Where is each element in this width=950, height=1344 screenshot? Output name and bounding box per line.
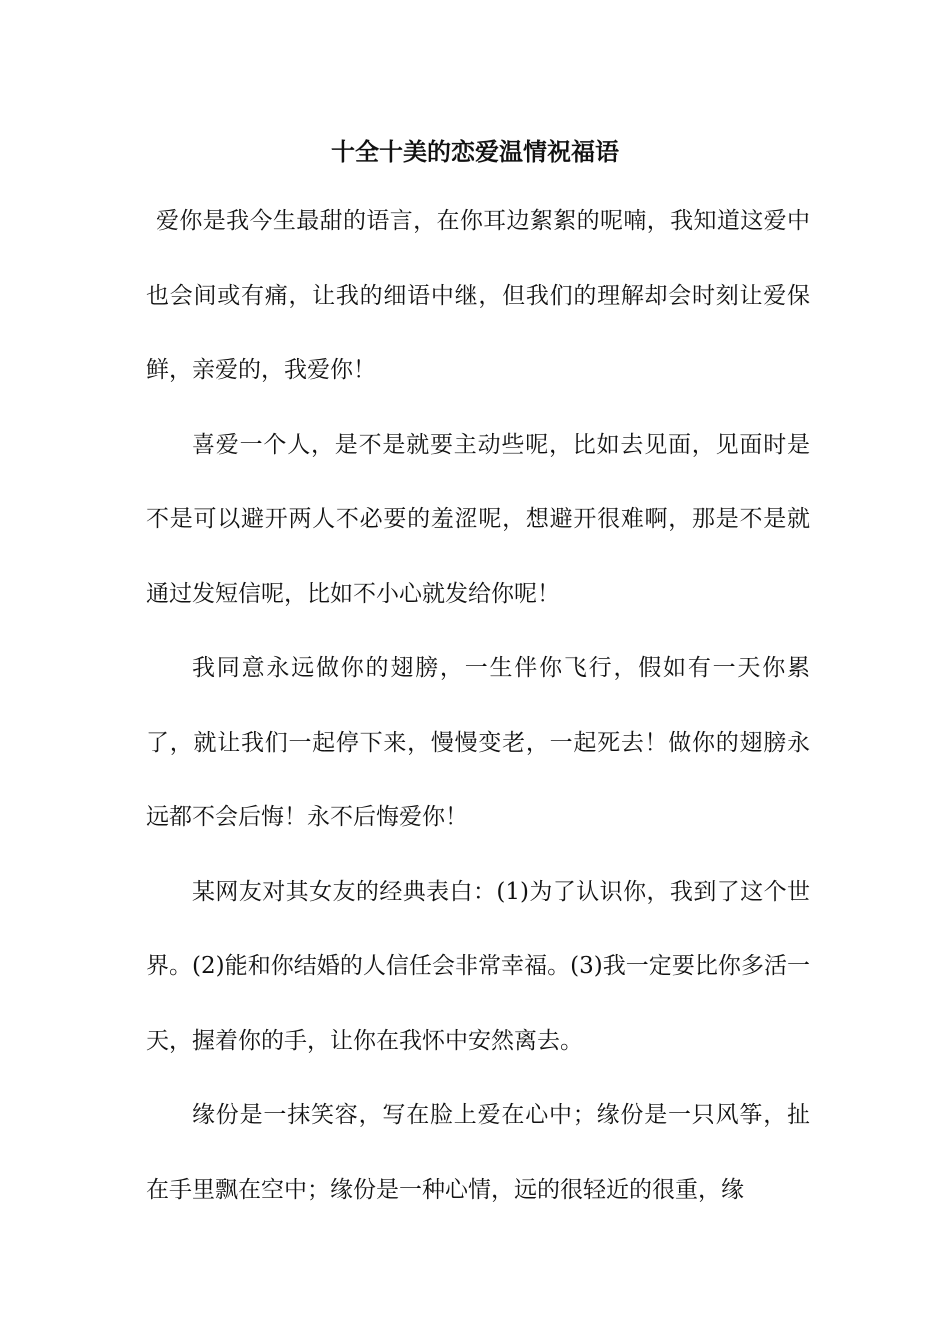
paragraph: 爱你是我今生最甜的语言，在你耳边絮絮的呢喃，我知道这爱中也会间或有痛，让我的细语中继，但我们的理解却会时刻让爱保鲜，亲爱的，我爱你！ — [146, 208, 810, 383]
paragraph: 缘份是一抹笑容，写在脸上爱在心中；缘份是一只风筝，扯在手里飘在空中；缘份是一种心情，远的很轻近的很重，缘 — [146, 1102, 810, 1203]
paragraph: 喜爱一个人，是不是就要主动些呢，比如去见面，见面时是不是可以避开两人不必要的羞涩呢，想避开很难啊，那是不是就通过发短信呢，比如不小心就发给你呢！ — [146, 431, 810, 607]
document-body — [146, 184, 810, 1227]
paragraph: 我同意永远做你的翅膀，一生伴你飞行，假如有一天你累了，就让我们一起停下来，慢慢变老，一起死去！做你的翅膀永远都不会后悔！永不后悔爱你！ — [146, 655, 810, 830]
paragraph: 某网友对其女友的经典表白：(1)为了认识你，我到了这个世界。(2)能和你结婚的人信任会非常幸福。(3)我一定要比你多活一天，握着你的手，让你在我怀中安然离去。 — [146, 878, 810, 1054]
document-title: 十全十美的恋爱温情祝福语 — [331, 137, 619, 166]
